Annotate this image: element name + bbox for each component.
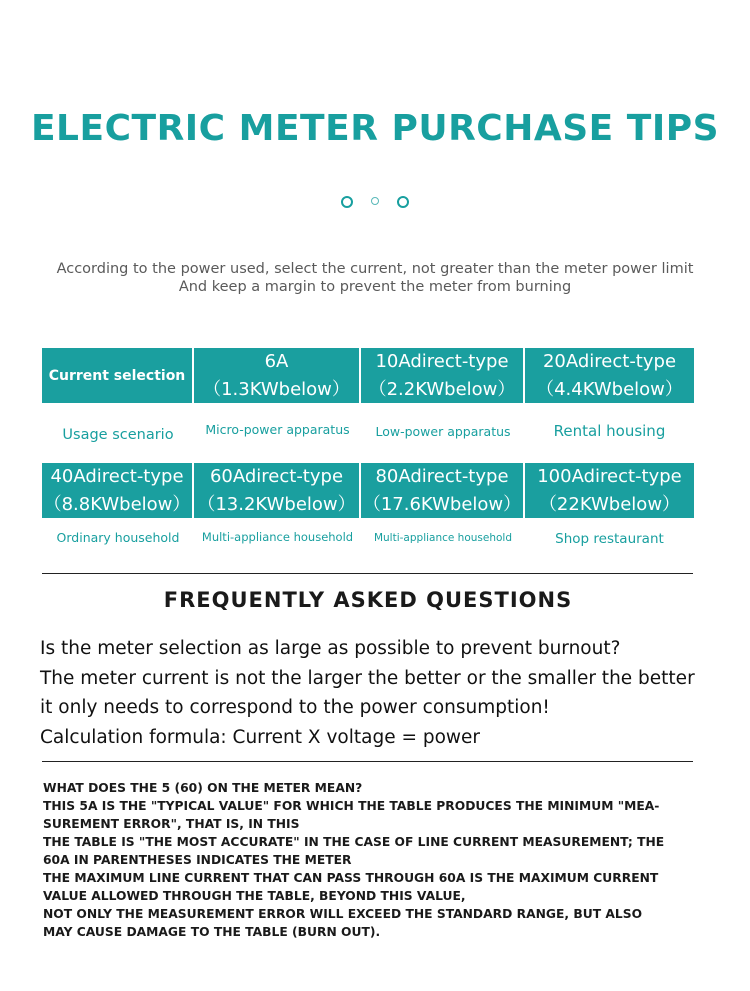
usage-label: Usage scenario	[62, 427, 174, 443]
note-line: THIS 5A IS THE "TYPICAL VALUE" FOR WHICH THE TABLE PRODUCES THE MINIMUM "MEA-	[43, 799, 660, 813]
faq-line: Calculation formula: Current X voltage = power	[40, 726, 481, 748]
note-line: THE MAXIMUM LINE CURRENT THAT CAN PASS THROUGH 60A IS THE MAXIMUM CURRENT	[43, 871, 659, 885]
usage-label: Shop restaurant	[555, 531, 664, 547]
note-line: THE TABLE IS "THE MOST ACCURATE" IN THE CASE OF LINE CURRENT MEASUREMENT; THE	[43, 835, 665, 849]
page-title: ELECTRIC METER PURCHASE TIPS	[30, 108, 720, 149]
cell-power: （4.4KWbelow）	[536, 378, 683, 400]
divider	[42, 761, 693, 762]
cell-current: 100Adirect-type	[537, 465, 682, 487]
cell-power: （2.2KWbelow）	[368, 378, 516, 400]
faq-title: FREQUENTLY ASKED QUESTIONS	[163, 588, 573, 612]
table-cell	[525, 348, 694, 403]
usage-label: Rental housing	[553, 422, 666, 440]
cell-power: （22KWbelow）	[538, 493, 681, 515]
intro-line: And keep a margin to prevent the meter from burning	[178, 279, 572, 295]
table-header-cell: Current selection	[42, 348, 194, 403]
usage-label-row	[42, 422, 694, 443]
usage-label: Multi-appliance household	[201, 530, 354, 544]
table-cell	[194, 348, 361, 403]
cell-power: （1.3KWbelow）	[203, 378, 350, 400]
cell-current: 80Adirect-type	[375, 465, 509, 487]
usage-label: Multi-appliance household	[373, 532, 513, 544]
table-cell	[361, 348, 525, 403]
faq-line: The meter current is not the larger the better or the smaller the better	[40, 667, 695, 689]
note-line: NOT ONLY THE MEASUREMENT ERROR WILL EXCEED THE STANDARD RANGE, BUT ALSO	[43, 907, 643, 921]
current-table-row	[42, 348, 694, 403]
intro-line: According to the power used, select the current, not greater than the meter power limit	[56, 261, 694, 277]
cell-current: 10Adirect-type	[375, 350, 509, 372]
meter-notes	[43, 779, 664, 941]
usage-label: Micro-power apparatus	[205, 422, 350, 437]
current-table-row	[42, 463, 694, 518]
cell-current: 20Adirect-type	[542, 350, 677, 372]
cell-current: 40Adirect-type	[50, 465, 184, 487]
table-cell	[525, 463, 694, 518]
usage-label: Low-power apparatus	[375, 424, 511, 439]
circle-icon	[397, 196, 409, 208]
table-cell	[42, 463, 194, 518]
table-cell	[194, 463, 361, 518]
note-line: SUREMENT ERROR", THAT IS, IN THIS	[43, 817, 300, 831]
cell-current: 6A	[264, 350, 289, 372]
note-line: VALUE ALLOWED THROUGH THE TABLE, BEYOND THIS VALUE,	[43, 889, 466, 903]
cell-power: （17.6KWbelow）	[362, 493, 522, 515]
usage-label: Ordinary household	[56, 530, 180, 545]
divider	[42, 573, 693, 574]
note-line: MAY CAUSE DAMAGE TO THE TABLE (BURN OUT).	[43, 925, 381, 939]
circle-icon	[341, 196, 353, 208]
intro-text	[0, 260, 750, 296]
note-line: WHAT DOES THE 5 (60) ON THE METER MEAN?	[43, 781, 363, 795]
faq-line: it only needs to correspond to the power consumption!	[40, 697, 550, 718]
cell-current: 60Adirect-type	[209, 465, 344, 487]
usage-label-row	[42, 530, 694, 547]
faq-body	[40, 634, 695, 752]
circle-icon	[371, 197, 379, 205]
cell-power: （13.2KWbelow）	[197, 493, 356, 515]
cell-power: （8.8KWbelow）	[43, 493, 191, 515]
faq-line: Is the meter selection as large as possible to prevent burnout?	[40, 638, 621, 659]
note-line: 60A IN PARENTHESES INDICATES THE METER	[43, 853, 352, 867]
table-cell	[361, 463, 525, 518]
decorative-dots	[0, 196, 750, 208]
